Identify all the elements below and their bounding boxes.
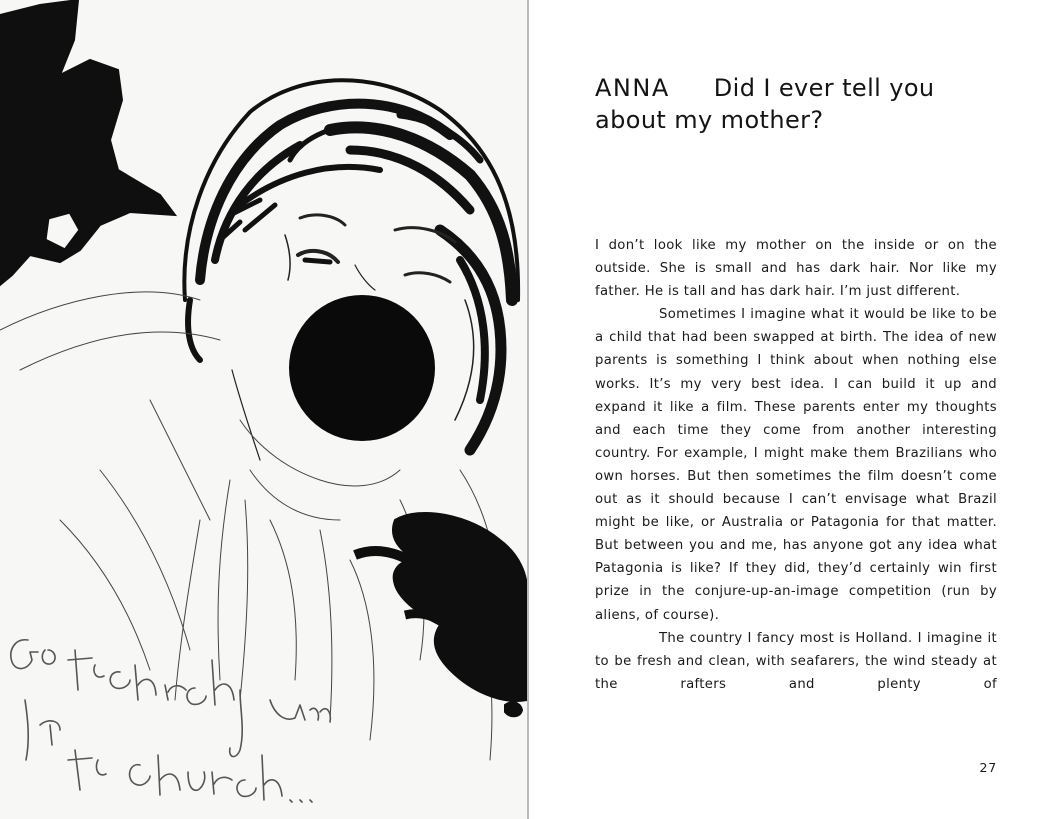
page-number: 27	[979, 760, 997, 775]
paragraph: I don’t look like my mother on the inside or on the outside. She is small and has dark hair. Nor like my father. He is tall and has dark hair. I’m just different.	[595, 238, 997, 300]
pencil-drawing-illustration	[0, 0, 527, 819]
black-circle-nose	[289, 295, 435, 441]
handwriting	[11, 640, 331, 802]
body-text	[595, 234, 997, 696]
black-hand	[355, 513, 527, 716]
speaker-name: ANNA	[595, 74, 670, 102]
top-left-figure	[0, 0, 175, 285]
paragraph: The country I fancy most is Holland. I imagine it to be fresh and clean, with seafarers, the wind steady at the rafters and plenty of	[595, 630, 997, 692]
illustration-page	[0, 0, 527, 819]
paragraph: Sometimes I imagine what it would be like to be a child that had been swapped at birth. The idea of new parents is something I think about when nothing else works. It’s my very best idea. I can build it up and expand it like a film. These parents enter my thoughts and each time they come from another interesting country. For example, I might make them Brazilians who own horses. But then sometimes the film doesn’t come out as it should because I can’t envisage what Brazil might be like, or Australia or Patagonia for that matter. But between you and me, has anyone got any idea what Patagonia is like? If they did, they’d certainly win first prize in the conjure-up-an-image competition (run by aliens, of course).	[595, 307, 997, 623]
heading-question: Did I ever tell you about my mother?	[595, 74, 935, 134]
text-page	[529, 0, 1059, 819]
chapter-heading	[595, 72, 995, 136]
